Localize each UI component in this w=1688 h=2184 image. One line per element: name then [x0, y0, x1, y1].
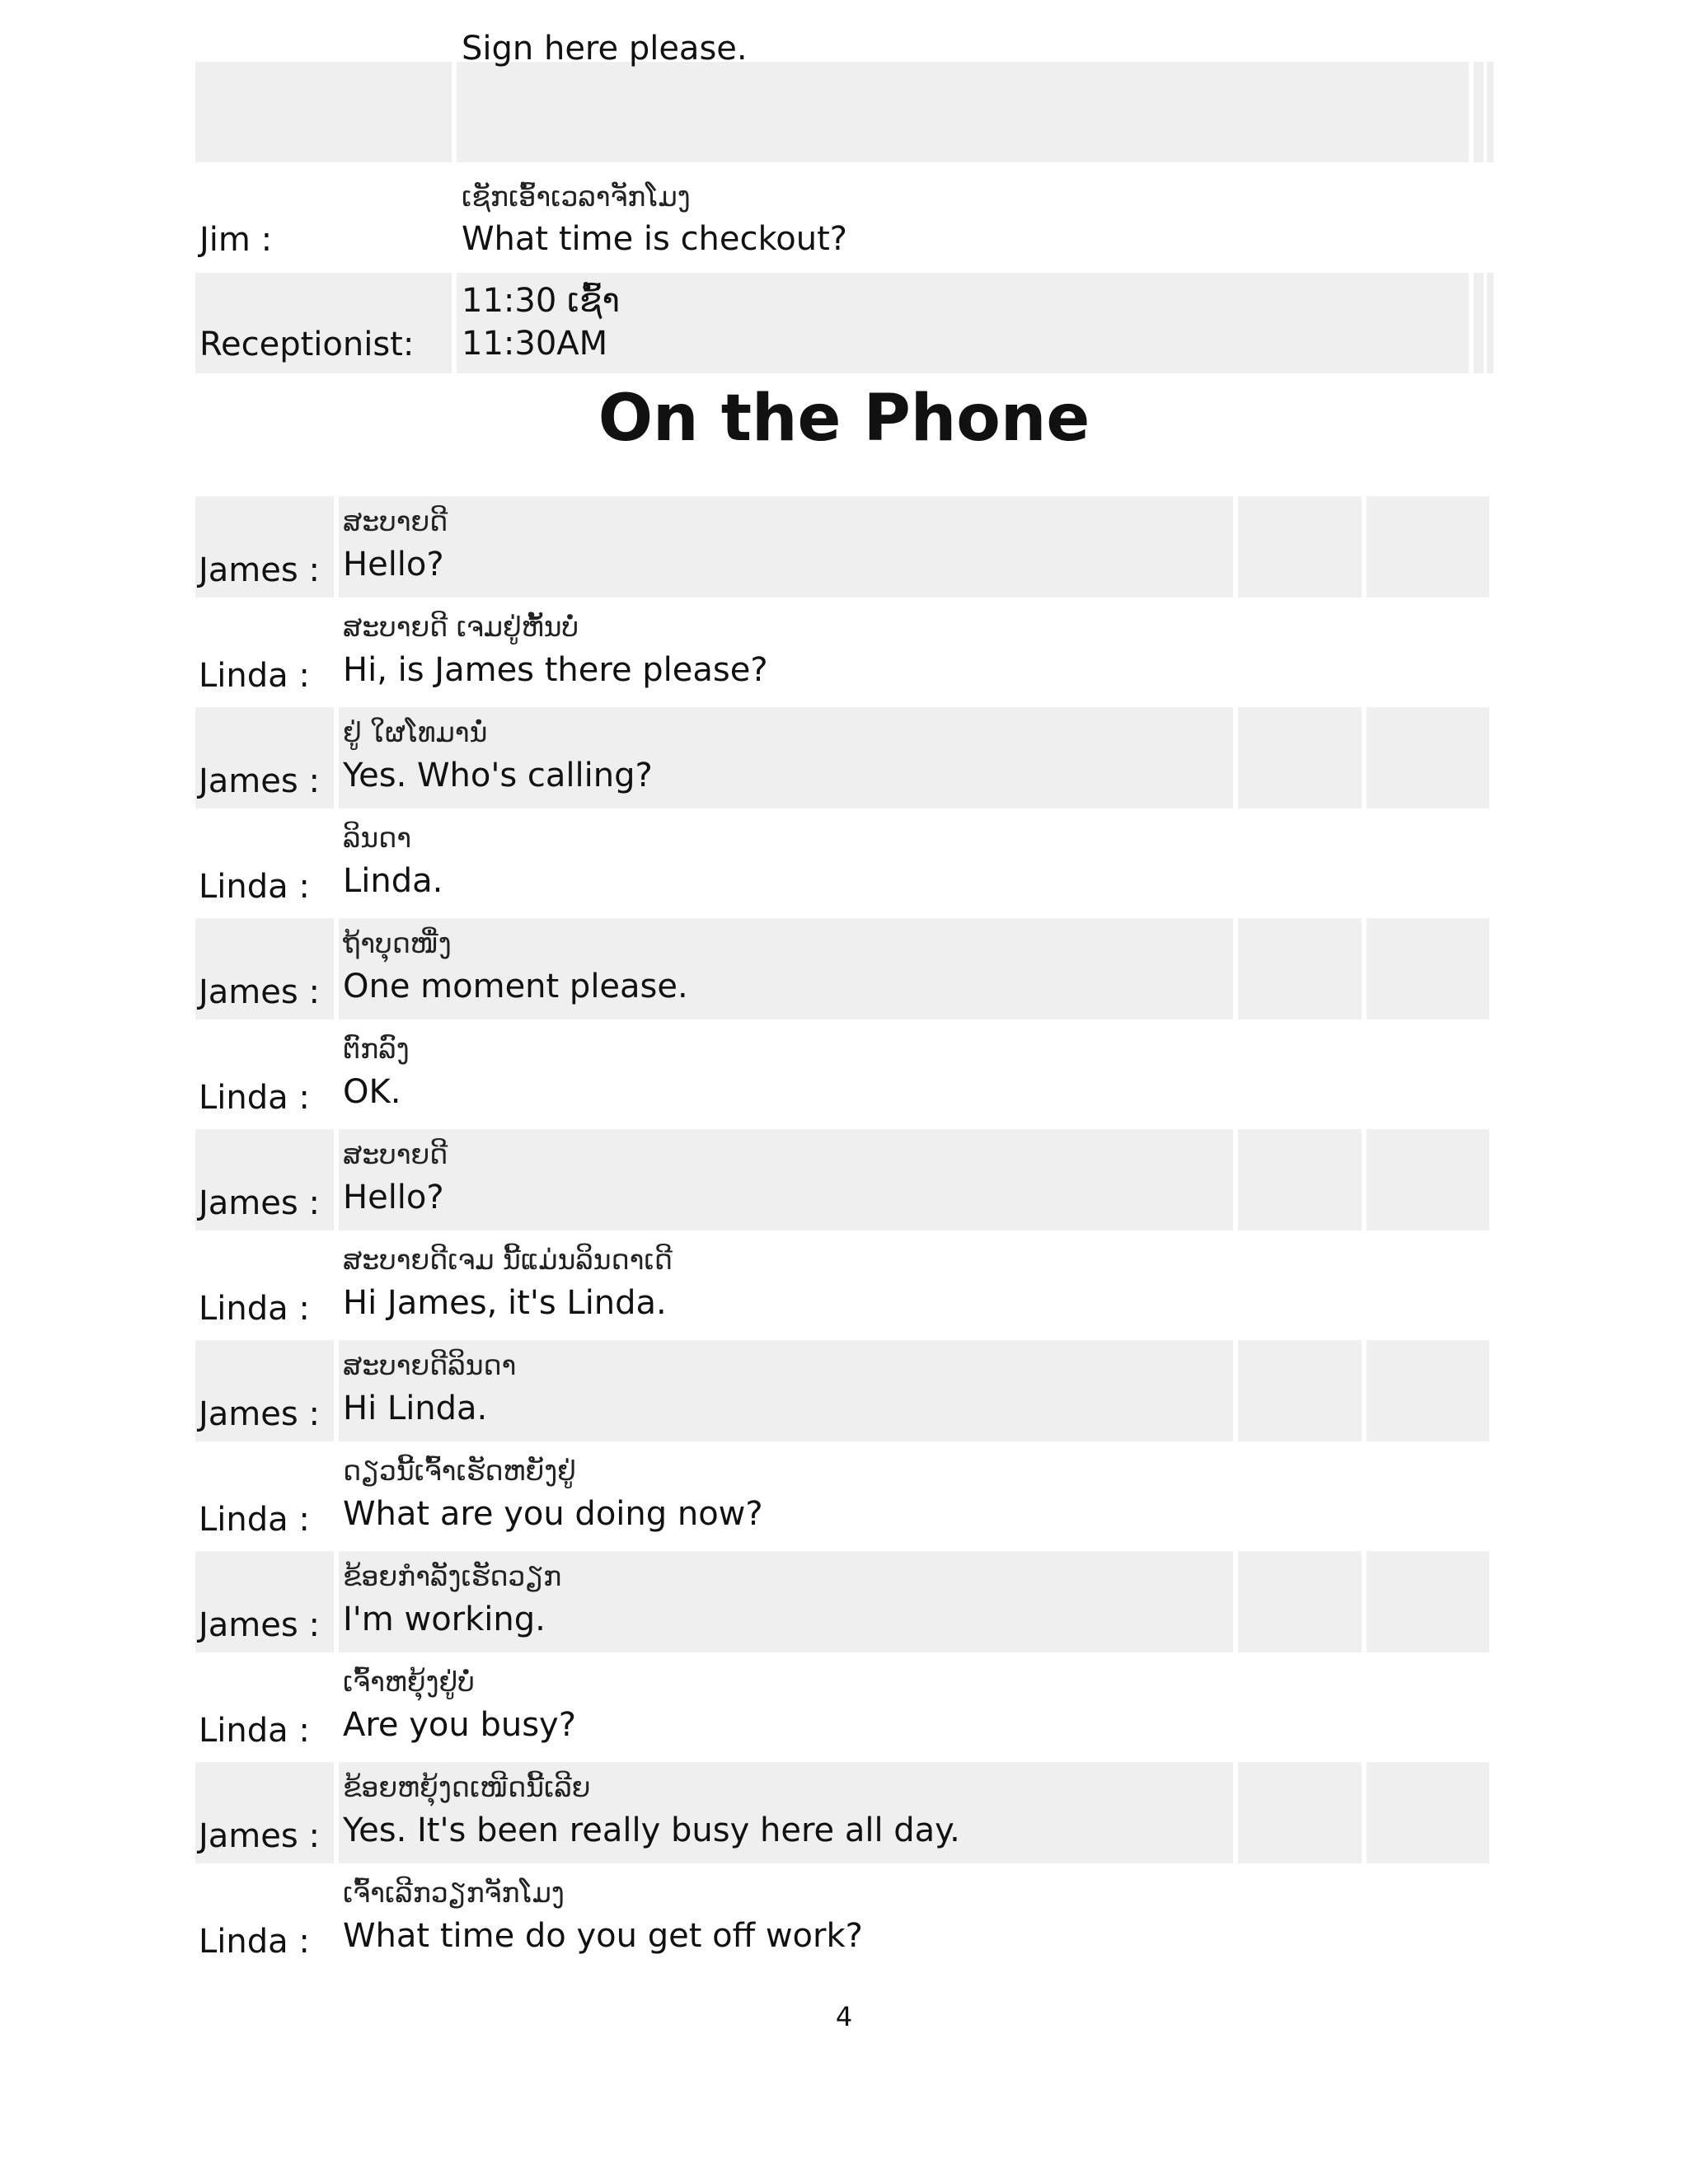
english-text: Hi Linda.	[343, 1390, 488, 1427]
empty-cell	[1238, 496, 1362, 598]
utterance-cell	[339, 1340, 1233, 1441]
lao-text: ດຽວນີ້ເຈົ້າເຮັດຫຍັງຢູ່	[343, 1455, 576, 1487]
empty-cell	[1474, 273, 1484, 373]
english-text: Hello?	[343, 1179, 444, 1216]
table-row	[195, 1129, 1489, 1230]
utterance-cell	[339, 1024, 1233, 1125]
utterance-cell	[339, 918, 1233, 1019]
empty-cell	[1238, 602, 1362, 703]
utterance-cell	[339, 1551, 1233, 1652]
empty-cell	[1367, 1340, 1489, 1441]
empty-cell	[1367, 1024, 1489, 1125]
speaker-cell: James :	[195, 1340, 334, 1441]
utterance-cell	[457, 273, 1469, 373]
english-text: Yes. It's been really busy here all day.	[343, 1811, 960, 1849]
empty-cell	[1238, 813, 1362, 914]
lao-text: ເຈົ້າເລີກວຽກຈັກໂມງ	[343, 1877, 565, 1909]
empty-cell	[1487, 273, 1493, 373]
english-text: One moment please.	[343, 968, 688, 1005]
lao-text: ສະບາຍດີລິນດາ	[343, 1349, 517, 1381]
empty-cell	[1367, 1235, 1489, 1336]
english-text: What time is checkout?	[462, 220, 847, 258]
utterance-cell	[339, 1657, 1233, 1758]
empty-cell	[1238, 1129, 1362, 1230]
empty-cell	[1238, 1762, 1362, 1863]
empty-cell	[1238, 707, 1362, 808]
lao-text: ລິນດາ	[343, 822, 412, 854]
utterance-cell	[339, 1235, 1233, 1336]
empty-cell	[1367, 918, 1489, 1019]
english-text: OK.	[343, 1073, 401, 1111]
lao-text: ຂ້ອຍກໍາລັງເຮັດວຽກ	[343, 1560, 562, 1592]
lao-text: ສະບາຍດີ	[343, 505, 448, 537]
table-row	[195, 602, 1489, 703]
table-row	[195, 30, 1500, 162]
empty-cell	[1238, 1868, 1362, 1969]
speaker-cell: Linda :	[199, 1923, 310, 1961]
empty-cell	[1487, 62, 1493, 162]
table-row	[195, 1762, 1489, 1863]
empty-cell	[1238, 918, 1362, 1019]
speaker-cell: Jim :	[199, 221, 273, 259]
utterance-cell	[339, 707, 1233, 808]
empty-cell	[1238, 1446, 1362, 1547]
table-row	[195, 918, 1489, 1019]
english-text: Linda.	[343, 862, 443, 900]
speaker-cell: James :	[195, 1129, 334, 1230]
english-text: What time do you get off work?	[343, 1917, 863, 1955]
table-row	[195, 707, 1489, 808]
english-text: Yes. Who's calling?	[343, 757, 653, 794]
empty-cell	[1367, 1657, 1489, 1758]
lao-text: ສະບາຍດີເຈມ ນີ້ແມ່ນລິນດາເດີ	[343, 1244, 673, 1276]
english-text: Are you busy?	[343, 1706, 576, 1744]
table-row	[195, 1024, 1489, 1125]
speaker-cell: James :	[195, 707, 334, 808]
utterance-cell	[457, 30, 1469, 162]
empty-cell	[1367, 496, 1489, 598]
lao-text: ຕົກລົງ	[343, 1033, 410, 1065]
table-row	[195, 1446, 1489, 1547]
speaker-cell: Linda :	[199, 868, 310, 906]
english-text: Sign here please.	[462, 30, 748, 68]
speaker-cell: James :	[195, 918, 334, 1019]
lao-text: ຂ້ອຍຫຍຸ້ງດເໜີດນີ້ເລີຍ	[343, 1771, 591, 1803]
section-title: On the Phone	[598, 382, 1090, 456]
empty-cell	[1367, 707, 1489, 808]
table-row	[195, 273, 1500, 373]
speaker-cell: Linda :	[199, 1290, 310, 1328]
speaker-cell: Linda :	[199, 1712, 310, 1750]
table-row	[195, 496, 1489, 598]
lao-text: ເຈົ້າຫຍຸ້ງຢູ່ບໍ່	[343, 1666, 475, 1698]
speaker-cell: James :	[195, 496, 334, 598]
speaker-cell	[195, 62, 452, 162]
english-text: Hi, is James there please?	[343, 651, 768, 689]
table-row	[195, 1868, 1489, 1969]
english-text: Hello?	[343, 546, 444, 583]
empty-cell	[1367, 813, 1489, 914]
empty-cell	[1367, 1551, 1489, 1652]
speaker-cell: Receptionist:	[195, 273, 452, 373]
table-row	[195, 1235, 1489, 1336]
utterance-cell	[339, 1762, 1233, 1863]
utterance-cell	[457, 166, 1469, 269]
utterance-cell	[339, 813, 1233, 914]
lao-text: ຢູ່ ໃຜໂທມານໍ່	[343, 716, 488, 748]
empty-cell	[1238, 1024, 1362, 1125]
checkout-dialogue-table	[195, 30, 1500, 377]
empty-cell	[1367, 602, 1489, 703]
empty-cell	[1238, 1235, 1362, 1336]
english-text: 11:30AM	[462, 325, 608, 363]
lao-text: ເຊັກເອົ້າເວລາຈັກໂມງ	[462, 180, 691, 213]
empty-cell	[1367, 1762, 1489, 1863]
utterance-cell	[339, 1868, 1233, 1969]
empty-cell	[1367, 1129, 1489, 1230]
table-row	[195, 813, 1489, 914]
speaker-cell: Linda :	[199, 1079, 310, 1117]
empty-cell	[1474, 62, 1484, 162]
utterance-cell	[339, 602, 1233, 703]
table-row	[195, 1657, 1489, 1758]
utterance-cell	[339, 1129, 1233, 1230]
table-row	[195, 1340, 1489, 1441]
table-row	[195, 166, 1500, 269]
english-text: I'm working.	[343, 1601, 546, 1638]
utterance-cell	[339, 496, 1233, 598]
empty-cell	[1238, 1551, 1362, 1652]
page-number: 4	[835, 2001, 853, 2032]
empty-cell	[1238, 1657, 1362, 1758]
speaker-cell: James :	[195, 1551, 334, 1652]
empty-cell	[1367, 1446, 1489, 1547]
lao-text: 11:30 ເຊົ້າ	[462, 282, 620, 320]
empty-cell	[1238, 1340, 1362, 1441]
phone-dialogue-table	[195, 496, 1489, 1973]
empty-cell	[1367, 1868, 1489, 1969]
lao-text: ສະບາຍດີ	[343, 1138, 448, 1170]
speaker-cell: James :	[195, 1762, 334, 1863]
lao-text: ສະບາຍດີ ເຈມຢູ່ຫັ້ນບໍ່	[343, 611, 579, 643]
speaker-cell: Linda :	[199, 657, 310, 695]
table-row	[195, 1551, 1489, 1652]
lao-text: ຖ້າບຸດໜື່ງ	[343, 927, 452, 959]
english-text: Hi James, it's Linda.	[343, 1284, 667, 1322]
utterance-cell	[339, 1446, 1233, 1547]
speaker-cell: Linda :	[199, 1501, 310, 1539]
english-text: What are you doing now?	[343, 1495, 763, 1533]
